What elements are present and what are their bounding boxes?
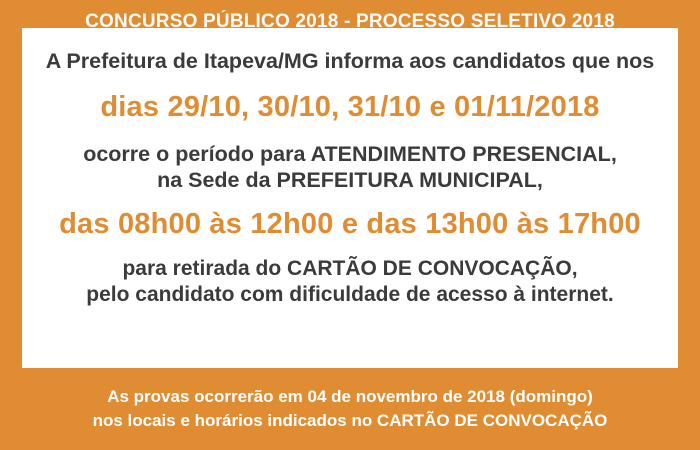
body-dates-highlight: dias 29/10, 30/10, 31/10 e 01/11/2018 [100, 91, 600, 124]
bottom-banner-line-1: As provas ocorrerão em 04 de novembro de 2018 (domingo) [107, 386, 593, 406]
bottom-banner [0, 368, 700, 450]
body-line-location: na Sede da PREFEITURA MUNICIPAL, [157, 167, 543, 192]
top-banner [0, 0, 700, 28]
body-line-intro: A Prefeitura de Itapeva/MG informa aos candidatos que nos [45, 49, 655, 73]
poster-body [0, 28, 700, 368]
body-hours-highlight: das 08h00 às 12h00 e das 13h00 às 17h00 [59, 208, 641, 241]
body-line-card: para retirada do CARTÃO DE CONVOCAÇÃO, [122, 257, 578, 281]
body-line-period: ocorre o período para ATENDIMENTO PRESENCIAL, [83, 141, 617, 166]
top-banner-title: CONCURSO PÚBLICO 2018 - PROCESSO SELETIVO 2018 [85, 11, 615, 28]
bottom-banner-line-2: nos locais e horários indicados no CARTÃO DE CONVOCAÇÃO [92, 411, 608, 430]
body-line-candidate: pelo candidato com dificuldade de acesso à internet. [86, 283, 614, 307]
